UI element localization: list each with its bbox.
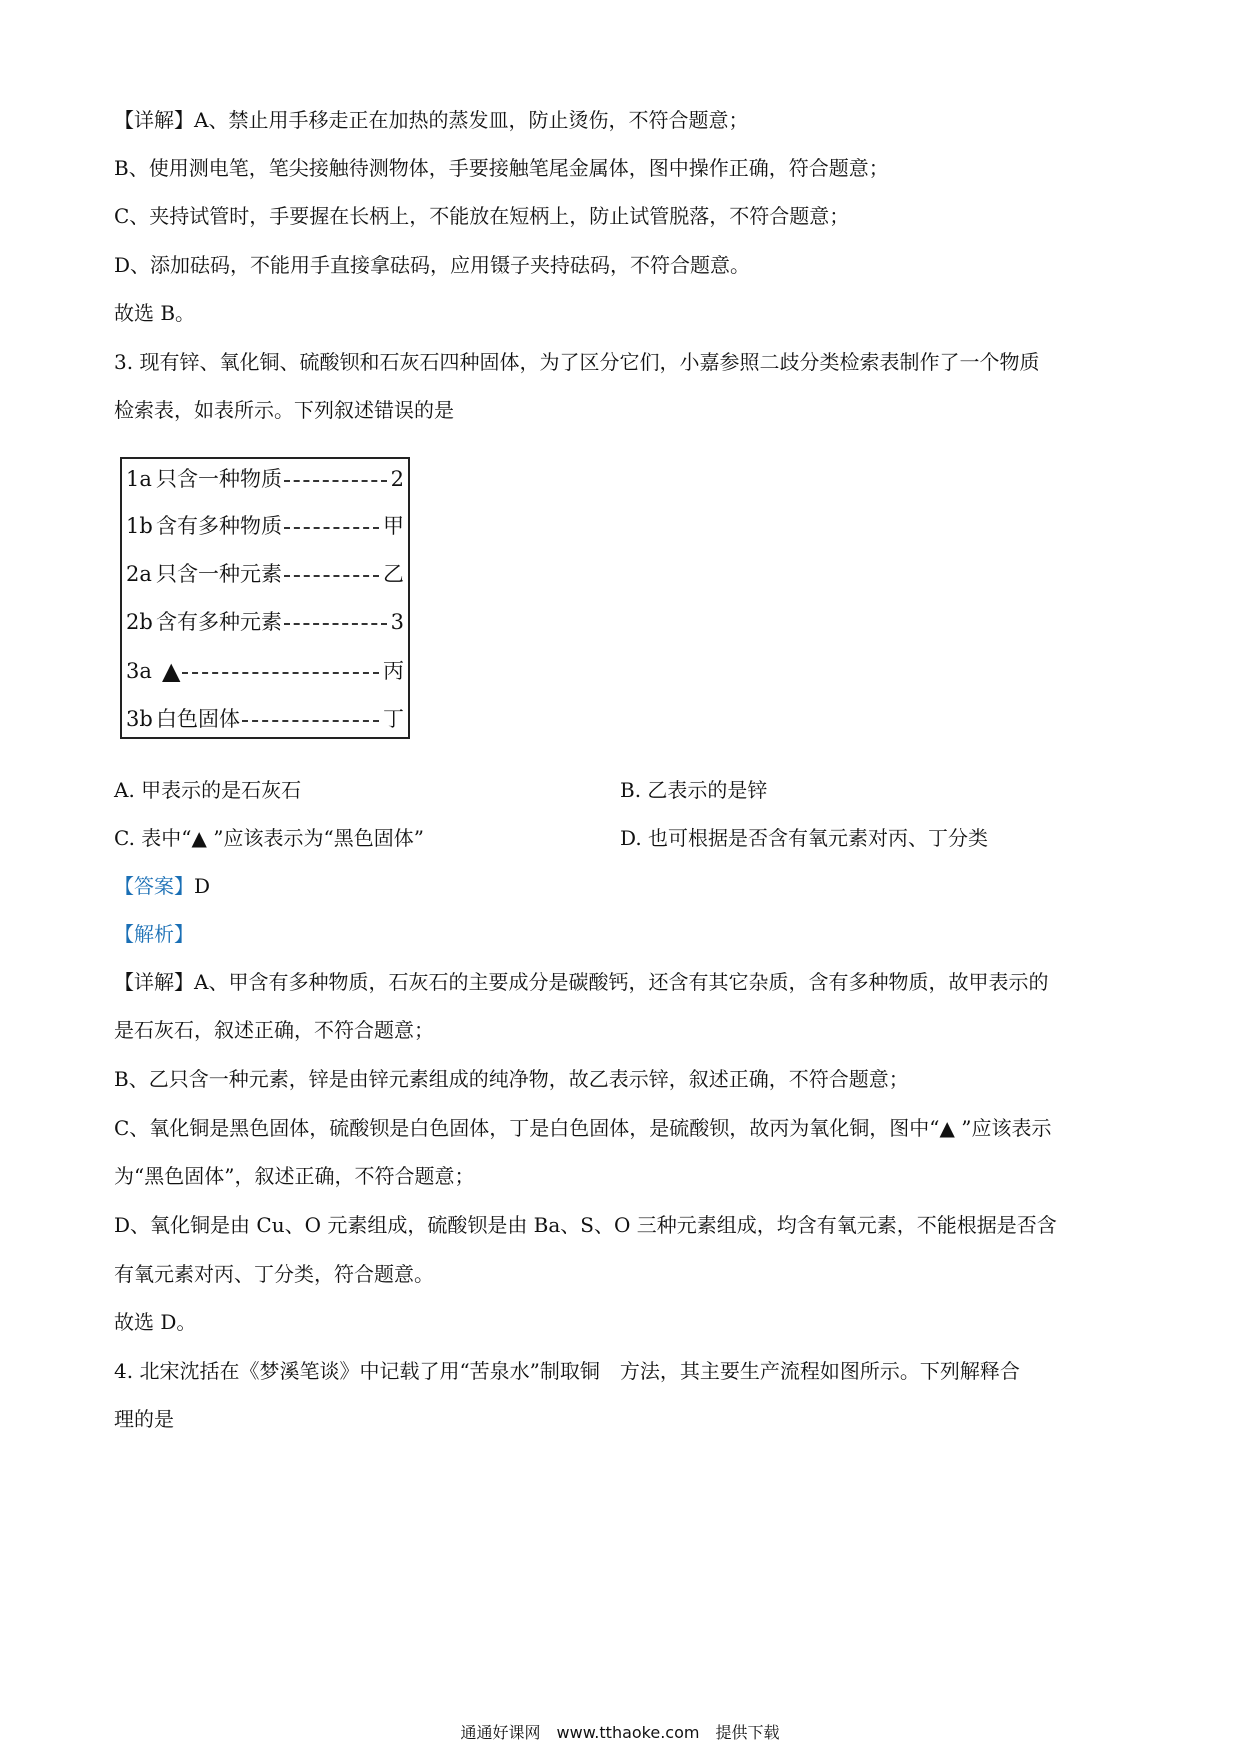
key-row-3a [126, 656, 404, 686]
page-footer: 通通好课网 www.tthaoke.com 提供下载 [460, 1723, 780, 1742]
option-d: D. 也可根据是否含有氧元素对丙、丁分类 [620, 826, 989, 850]
conclusion-prev: 故选 B。 [114, 301, 196, 325]
detail-label: 【详解】 [114, 108, 194, 132]
q4-stem-line1: 4. 北宋沈括在《梦溪笔谈》中记载了用“苦泉水”制取铜 方法，其主要生产流程如图所示。下列解释合 [114, 1359, 1020, 1383]
analysis-label: 【解析】 [114, 922, 194, 946]
key-row-1a [126, 464, 404, 494]
key-code: 3a [126, 659, 152, 683]
q3-detail-b: B、乙只含一种元素，锌是由锌元素组成的纯净物，故乙表示锌，叙述正确，不符合题意； [114, 1067, 909, 1091]
q3-stem-line1: 3. 现有锌、氧化铜、硫酸钡和石灰石四种固体，为了区分它们，小嘉参照二歧分类检索表制作了一个物质 [114, 350, 1040, 374]
key-result: 丁 [383, 707, 404, 731]
key-code: 2b [126, 610, 153, 634]
key-code: 1b [126, 514, 153, 538]
detail-line-d: D、添加砝码，不能用手直接拿砝码，应用镊子夹持砝码，不符合题意。 [114, 253, 751, 277]
key-code: 2a [126, 562, 152, 586]
key-text: 白色固体 [156, 707, 240, 731]
key-dash-line [284, 623, 387, 625]
q3-detail-c1: C、氧化铜是黑色固体，硫酸钡是白色固体，丁是白色固体，是硫酸钡，故丙为氧化铜，图中“▲ ”应该表示 [114, 1116, 1052, 1140]
key-text: 只含一种物质 [156, 467, 282, 491]
triangle-icon: ▲ [162, 657, 181, 685]
key-row-3b [126, 704, 404, 734]
key-result: 2 [390, 467, 404, 491]
answer-value: D [194, 874, 211, 898]
key-code: 1a [126, 467, 152, 491]
key-text: 含有多种物质 [156, 514, 282, 538]
detail-text-a1: A、甲含有多种物质，石灰石的主要成分是碳酸钙，还含有其它杂质，含有多种物质，故甲表示的 [194, 970, 1049, 994]
q3-detail-d2: 有氧元素对丙、丁分类，符合题意。 [114, 1262, 434, 1286]
key-result: 甲 [383, 514, 404, 538]
option-b: B. 乙表示的是锌 [620, 778, 768, 802]
key-dash-line [242, 720, 379, 722]
key-row-2b [126, 607, 404, 637]
key-dash-line [182, 672, 379, 674]
answer-label: 【答案】 [114, 874, 194, 898]
key-dash-line [284, 527, 379, 529]
key-row-1b [126, 511, 404, 541]
key-row-2a [126, 559, 404, 589]
detail-line-a [114, 106, 748, 134]
detail-line-c: C、夹持试管时，手要握在长柄上，不能放在短柄上，防止试管脱落，不符合题意； [114, 204, 850, 228]
q3-detail-a1 [114, 968, 1048, 996]
detail-line-b: B、使用测电笔，笔尖接触待测物体，手要接触笔尾金属体，图中操作正确，符合题意； [114, 156, 889, 180]
detail-label: 【详解】 [114, 970, 194, 994]
option-c: C. 表中“▲ ”应该表示为“黑色固体” [114, 826, 424, 850]
key-dash-line [284, 575, 379, 577]
q4-stem-line2: 理的是 [114, 1407, 174, 1431]
key-result: 丙 [383, 659, 404, 683]
q3-detail-c2: 为“黑色固体”，叙述正确，不符合题意； [114, 1164, 475, 1188]
key-result: 乙 [383, 562, 404, 586]
q3-stem-line2: 检索表，如表所示。下列叙述错误的是 [114, 398, 454, 422]
key-dash-line [284, 480, 387, 482]
q3-detail-a2: 是石灰石，叙述正确，不符合题意； [114, 1018, 434, 1042]
dichotomous-key-table [120, 457, 410, 739]
option-a: A. 甲表示的是石灰石 [114, 778, 302, 802]
answer-line [114, 872, 210, 900]
key-text: 含有多种元素 [156, 610, 282, 634]
key-result: 3 [390, 610, 404, 634]
key-text: 只含一种元素 [156, 562, 282, 586]
key-code: 3b [126, 707, 153, 731]
detail-text-a: A、禁止用手移走正在加热的蒸发皿，防止烫伤，不符合题意； [194, 108, 749, 132]
q3-detail-d1: D、氧化铜是由 Cu、O 元素组成，硫酸钡是由 Ba、S、O 三种元素组成，均含有氧元素，不能根据是否含 [114, 1213, 1057, 1237]
q3-conclusion: 故选 D。 [114, 1310, 197, 1334]
